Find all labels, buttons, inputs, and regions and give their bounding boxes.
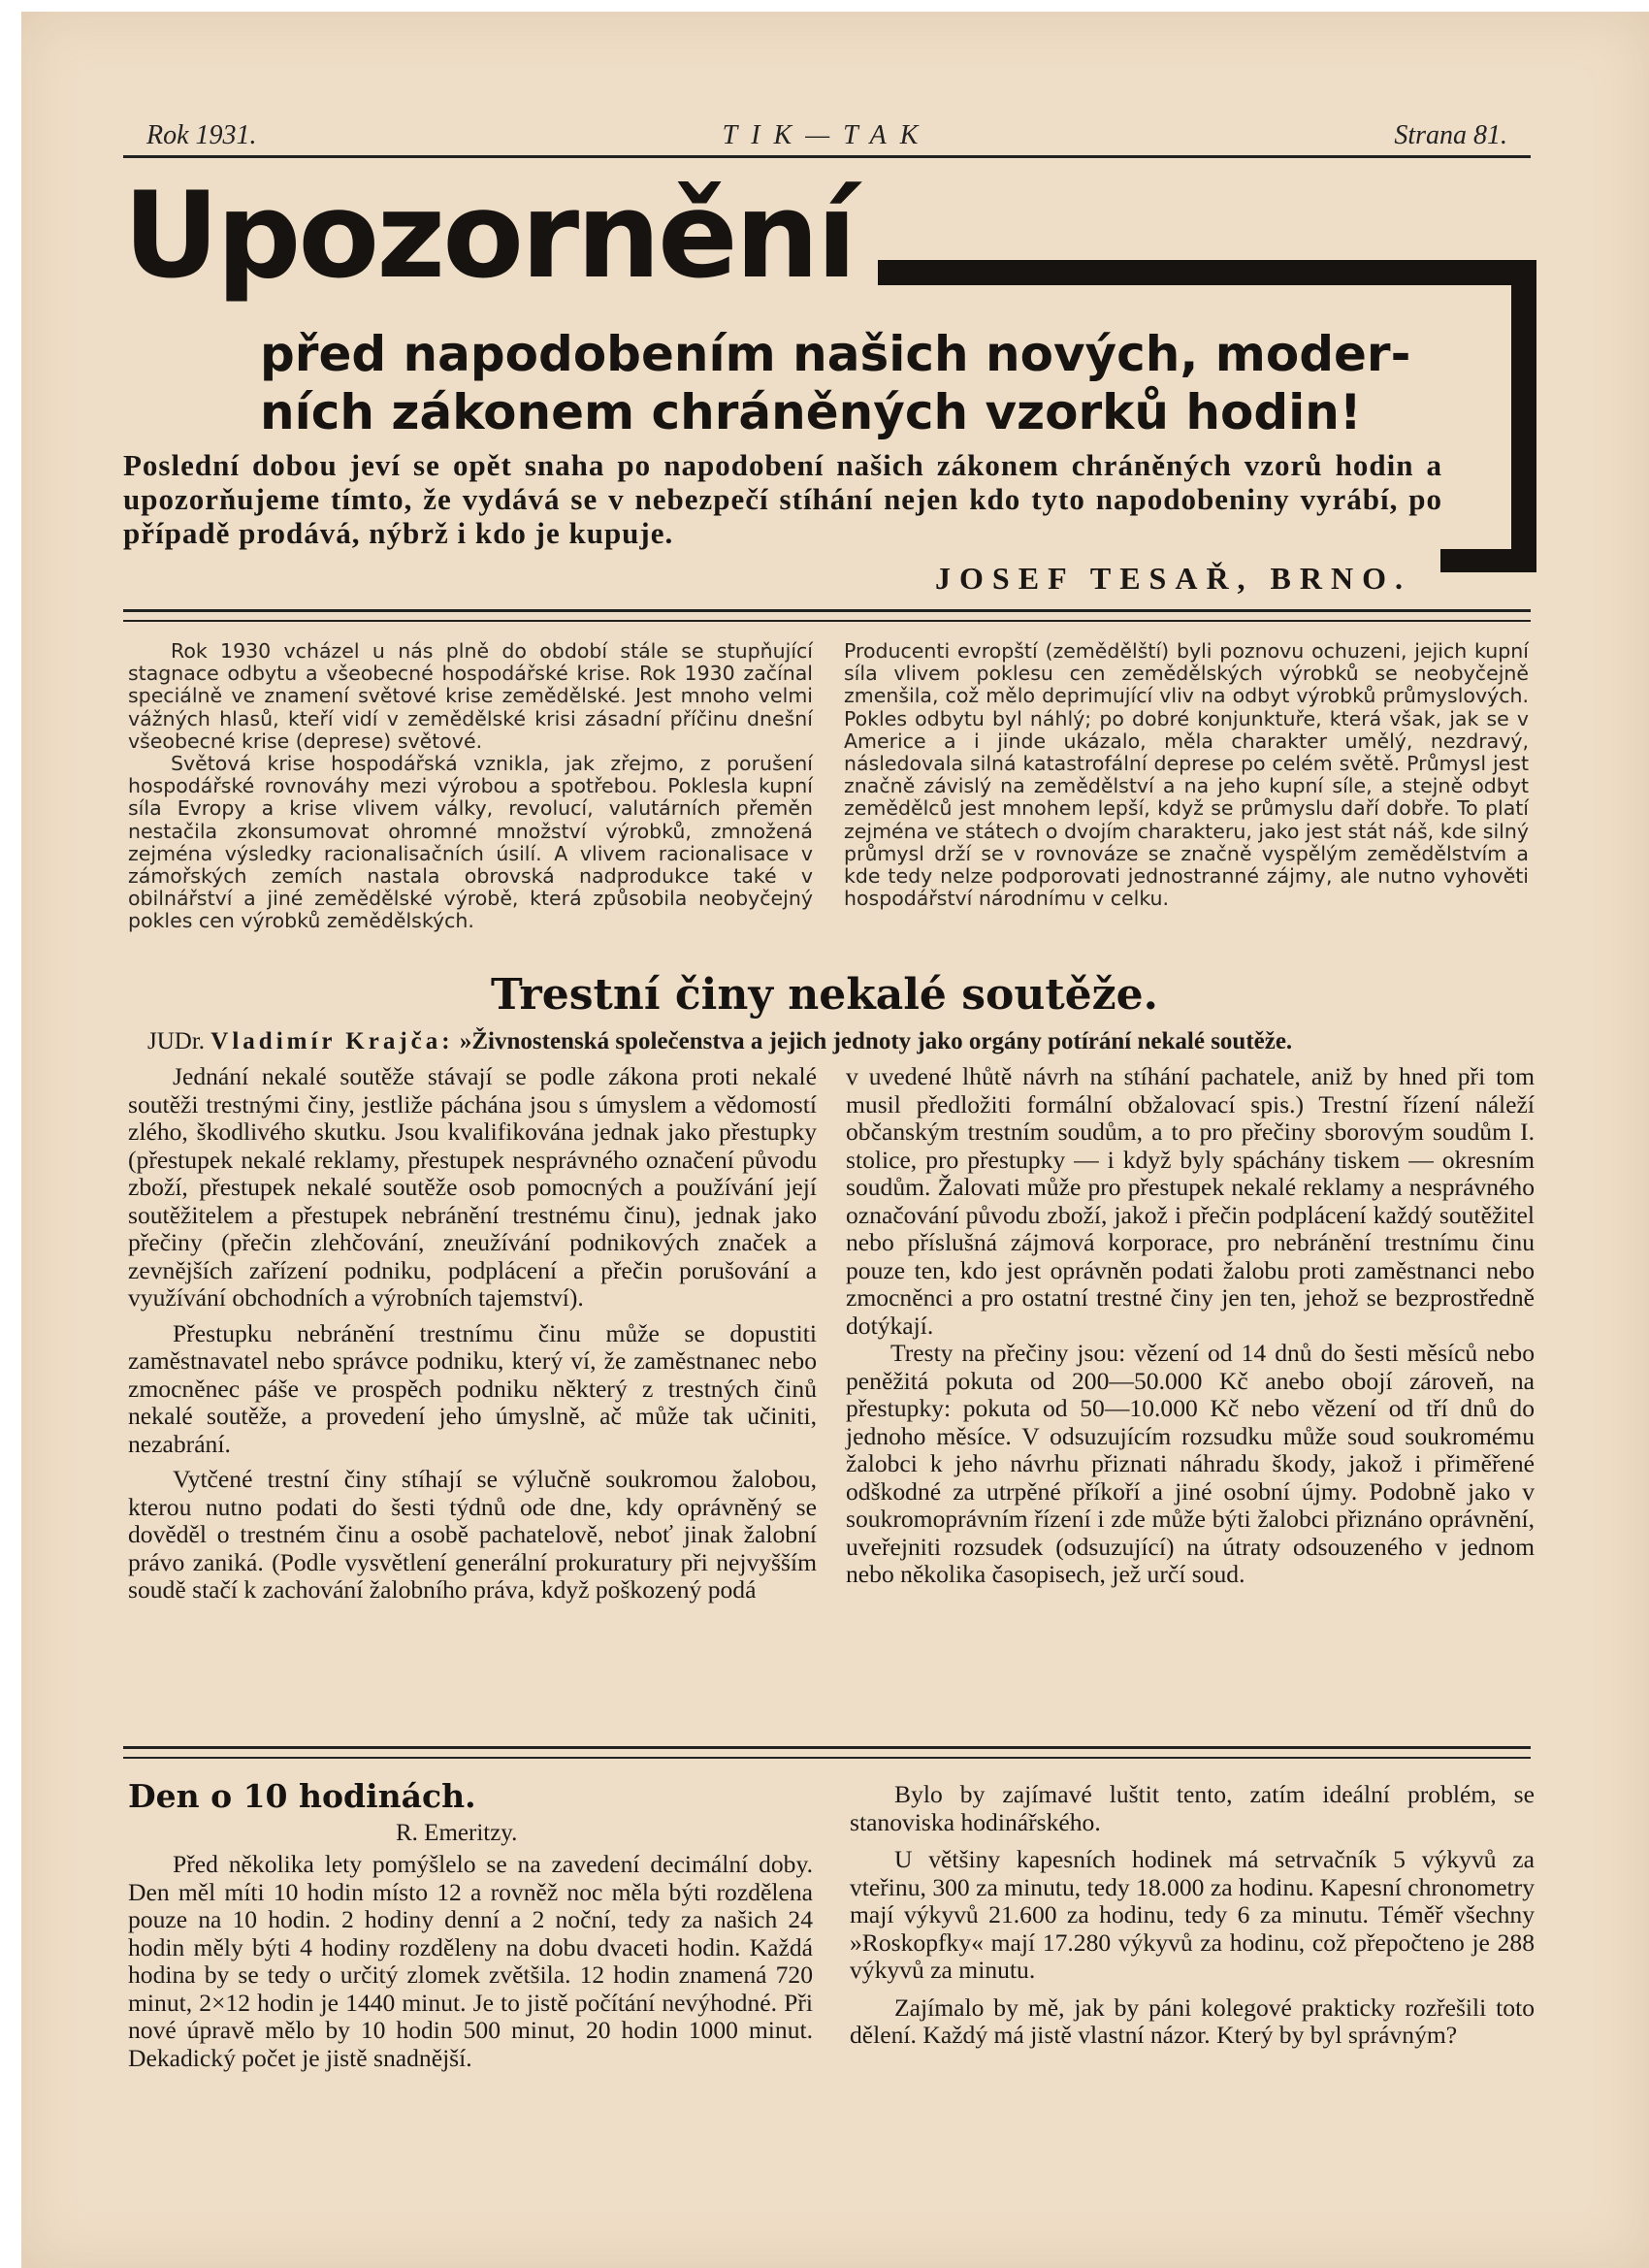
unfair-competition-left-column: [128, 1063, 817, 1604]
paragraph: Zajímalo by mě, jak by páni kolegové prakticky rozřešili toto dělení. Každý má jistě vlastní názor. Který by byl správným?: [850, 1993, 1535, 2049]
unfair-competition-right-column: [846, 1063, 1535, 1589]
paragraph: Světová krise hospodářská vznikla, jak zřejmo, z porušení hospodářské rovnováhy mezi výrobou a spotřebou. Poklesla kupní síla Evropy a krise vlivem války, revolucí, valutárních přeměn nestačila zkonsumovat ohromné množství výrobků, zmnožená zejména výsledky racionalisačních úsilí. A vlivem racionalisace v zámořských zemích nastala obrovská nadprodukce také v obilnářství a jiné zemědělské výrobě, která způsobila neobyčejný pokles cen výrobků zemědělských.: [128, 752, 813, 933]
paragraph: U většiny kapesních hodinek má setrvačník 5 výkyvů za vteřinu, 300 za minutu, tedy 18.000 za hodinu. Kapesní chronometry mají výkyvů 21.600 za hodinu, tedy 6 za minutu. Téměř všechny »Roskopfky« mají 17.280 výkyvů za hodinu, což přepočteno je 288 výkyvů za minutu.: [850, 1845, 1535, 1984]
page-number: Strana 81.: [1394, 120, 1507, 150]
paragraph: Rok 1930 vcházel u nás plně do období stále se stupňující stagnace odbytu a všeobecné hospodářské krise. Rok 1930 začínal speciálně ve znamení světové krise zemědělské. Jest mnoho velmi vážných hlasů, kteří vidí v zemědělské krisi zásadní příčinu dnešní všeobecné krise (deprese) světové.: [128, 639, 813, 753]
notice-headline: Upozornění: [123, 167, 855, 305]
paragraph: Přestupku nebránění trestnímu činu může se dopustiti zaměstnavatel nebo správce podniku, který ví, že zaměstnanec nebo zmocněnec páše ve prospěch podniku některý z trestných činů nekalé soutěže, a provedení jeho úmyslně, ač může tak učiniti, nezabrání.: [128, 1318, 817, 1458]
article-title-decimal-day: Den o 10 hodinách.: [128, 1777, 476, 1815]
paragraph: Tresty na přečiny jsou: vězení od 14 dnů do šesti měsíců nebo peněžitá pokuta od 200—50.000 Kč anebo obojí zároveň, na přestupky: pokuta od 50—10.000 Kč nebo vězení od tří dnů do jednoho měsíce. V odsuzujícím rozsudku může soud soukromému žalobci k jeho návrhu přiznati náhradu škody, jakož i přiměřené odškodné za utrpěné příkoří a jiné osobní újmy. Podobně jako v soukromoprávním řízení i zde může býti žalobci přiznáno oprávnění, uveřejniti rozsudek (odsuzující) na útraty odsouzeného v jednom nebo několika časopisech, jež určí soud.: [846, 1339, 1535, 1588]
economy-article-right-column: [844, 640, 1529, 910]
byline-author: Vladimír Krajča:: [210, 1028, 454, 1054]
byline-title: JUDr.: [147, 1028, 206, 1054]
notice-body: Poslední dobou jeví se opět snaha po napodobení našich zákonem chráněných vzorů hodin a upozorňujeme tímto, že vydává se v nebezpečí stíhání nejen kdo tyto napodobeniny vyrábí, po případě prodává, nýbrž i kdo je kupuje.: [123, 448, 1442, 550]
byline-source: »Živnostenská společenstva a jejich jednoty jako orgány potírání nekalé soutěže.: [459, 1028, 1293, 1054]
decimal-day-left-column: [128, 1851, 813, 2082]
paragraph: Producenti evropští (zemědělští) byli poznovu ochuzeni, jejich kupní síla vlivem poklesu cen zemědělských výrobků se neobyčejně zmenšila, což mělo deprimující vliv na odbyt výrobků průmyslových. Pokles odbytu byl náhlý; po dobré konjunktuře, která však, jak se v Americe a i jinde ukázalo, měla charakter umělý, nezdravý, následovala silná katastrofální deprese po celém světě. Průmysl jest značně závislý na zemědělství a na jeho kupní síle, a stejně odbyt zemědělců jest mnohem lepší, když se průmyslu daří dobře. To platí zejména ve státech o dvojím charakteru, jako jest stát náš, kde silný průmysl drží se v rovnováze se značně vyspělým zemědělstvím a kde tedy nelze podporovati jednostranné zájmy, ale nutno vyhověti hospodářství národnímu v celku.: [844, 639, 1529, 911]
notice-frame-bottom: [1440, 549, 1536, 572]
paragraph: Jednání nekalé soutěže stávají se podle zákona proti nekalé soutěži trestnými činy, jestliže páchána jsou s úmyslem a vědomostí zlého, škodlivého skutku. Jsou kvalifikována jednak jako přestupky (přestupek nekalé reklamy, přestupek nesprávného označení původu zboží, přestupek nekalé soutěže osob pomocných a používání její soutěžitelem a přestupek nebránění trestnému činu), jednak jako přečiny (přečin zlehčování, zneužívání podnikových značek a zevnějších zařízení podniku, podplácení a přečin porušování a využívání obchodních a výrobních tajemství).: [128, 1062, 817, 1312]
economy-article-left-column: [128, 640, 813, 933]
issue-year: Rok 1931.: [146, 120, 257, 150]
notice-signature: JOSEF TESAŘ, BRNO.: [935, 561, 1411, 596]
article-title-unfair-competition: Trestní činy nekalé soutěže.: [491, 970, 1158, 1020]
paragraph: Před několika lety pomýšlelo se na zavedení decimální doby. Den měl míti 10 hodin místo 12 a rovněž noc měla býti rozdělena pouze na 10 hodin. 2 hodiny denní a 2 noční, tedy za našich 24 hodin měly býti 4 hodiny rozděleny na dobu dvaceti hodin. Každá hodina by se tedy o určitý zlomek zvětšila. 12 hodin znamená 720 minut, 2×12 hodin je 1440 minut. Je to jistě počítání nevýhodné. Při nové úpravě mělo by 10 hodin 500 minut, 20 hodin 1000 minut. Dekadický počet je jistě snadnější.: [128, 1850, 813, 2072]
section-divider: [123, 609, 1531, 622]
running-header: [123, 114, 1531, 158]
paragraph: Vytčené trestní činy stíhají se výlučně soukromou žalobou, kterou nutno podati do šesti týdnů ode dne, kdy oprávněný se dověděl o trestném činu a osobě pachatelově, neboť jinak žalobní právo zaniká. (Podle vysvětlení generální prokuratury při nejvyšším soudě stačí k zachování žalobního práva, když poškozený podá: [128, 1465, 817, 1604]
decimal-day-right-column: [850, 1781, 1535, 2059]
notice-frame-top: [878, 260, 1536, 285]
article-byline: [147, 1028, 1535, 1055]
notice-frame-right: [1511, 260, 1536, 572]
article-author: R. Emeritzy.: [396, 1820, 518, 1846]
paragraph: v uvedené lhůtě návrh na stíhání pachatele, aniž by hned při tom musil předložiti formální obžalovací spis.) Trestní řízení náleží občanským trestním soudům, a to pro přečiny sborovým soudům I. stolice, pro přestupky — i když byly spáchány tiskem — okresním soudům. Žalovati může pro přestupek nekalé reklamy a nesprávného označování původu zboží, jakož i přečin podplácení každý soutěžitel nebo příslušná zájmová korporace, pro nebránění trestnímu činu pouze ten, kdo jest oprávněn podati žalobu proti zaměstnanci nebo zmocněnci a pro ostatní trestné činy jen ten, jehož se bezprostředně dotýkají.: [846, 1062, 1535, 1340]
masthead-title: TIK—TAK: [722, 120, 932, 150]
paragraph: Bylo by zajímavé luštit tento, zatím ideální problém, se stanoviska hodinářského.: [850, 1780, 1535, 1836]
section-divider: [123, 1746, 1531, 1759]
notice-subheadline: před napodobením našich nových, moder-ních zákonem chráněných vzorků hodin!: [260, 326, 1411, 440]
